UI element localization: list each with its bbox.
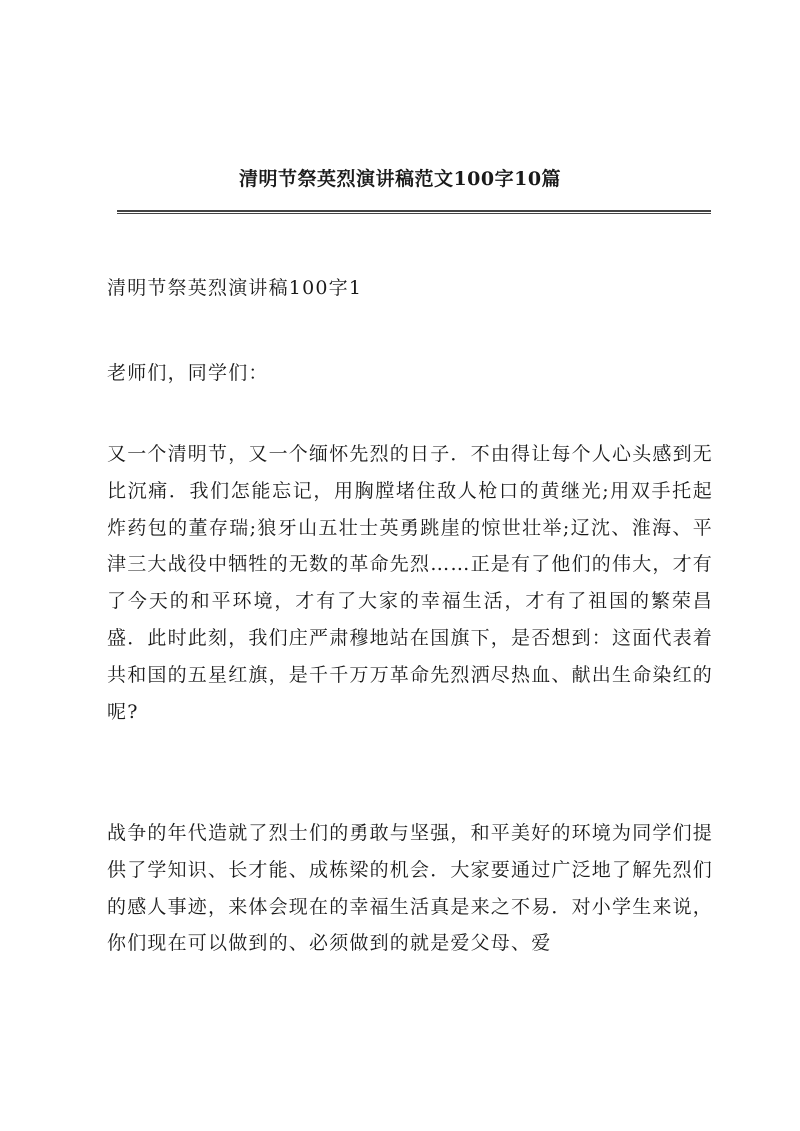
document-title: 清明节祭英烈演讲稿范文100字10篇 xyxy=(238,168,562,190)
body-paragraph: 战争的年代造就了烈士们的勇敢与坚强，和平美好的环境为同学们提供了学知识、长才能、成栋梁的机会．大家要通过广泛地了解先烈们的感人事迹，来体会现在的幸福生活真是来之不易．对小学生来说，你们现在可以做到的、必须做到的就是爱父母、爱 xyxy=(107,822,714,955)
section-heading: 清明节祭英烈演讲稿100字1 xyxy=(107,277,363,299)
title-divider xyxy=(117,210,711,214)
body-paragraph: 又一个清明节，又一个缅怀先烈的日子．不由得让每个人心头感到无比沉痛．我们怎能忘记，用胸膛堵住敌人枪口的黄继光;用双手托起炸药包的董存瑞;狼牙山五壮士英勇跳崖的惊世壮举;辽沈、淮海、平津三大战役中牺牲的无数的革命先烈……正是有了他们的伟大，才有了今天的和平环境，才有了大家的幸福生活，才有了祖国的繁荣昌盛．此时此刻，我们庄严肃穆地站在国旗下，是否想到：这面代表着共和国的五星红旗，是千千万万革命先烈洒尽热血、献出生命染红的呢? xyxy=(107,443,714,723)
greeting-line: 老师们，同学们： xyxy=(107,362,269,384)
